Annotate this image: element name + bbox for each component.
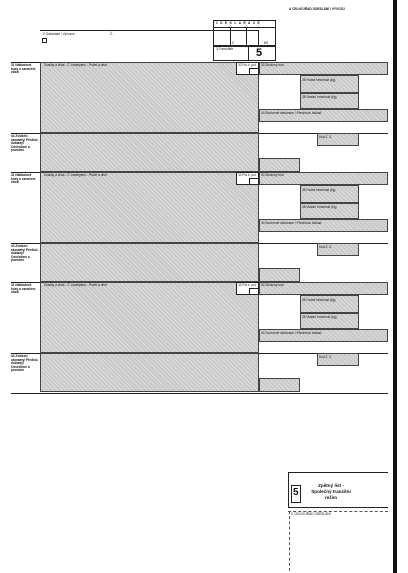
marks-area[interactable] [40,172,259,243]
office-label: A CELNÍ ÚŘAD ODESLÁNÍ / VÝVOZU [289,7,345,11]
net-mass-label: 38 Vlastní hmotnost (kg) [302,315,337,319]
declaration-title: 1 D E K L A R A C E [216,21,261,25]
marks-label: Značky a čísla - Č. kontejneru - Počet a druh [44,63,108,67]
marks-area[interactable] [40,62,259,133]
declaration-sub-bs: BS [264,41,269,45]
item-number-label: 32 Pol.č. pol. [238,173,257,177]
marks-area[interactable] [40,282,259,353]
packages-label: 31 Nákladové kusy a označení zboží [11,173,36,185]
net-mass-label: 38 Vlastní hmotnost (kg) [302,205,337,209]
right-edge-bar [393,0,397,573]
copy-number: 5 [256,47,263,59]
previous-document-label: 40 Souhrnné deklarace / Předchozí doklad [261,221,322,225]
declaration-sub-c: C [232,41,235,45]
gross-mass-label: 35 Hrubá hmotnost (kg) [302,298,336,302]
special-mentions-area[interactable] [40,353,259,392]
item-number-cell[interactable] [249,178,259,185]
packages-label: 31 Nákladové kusy a označení zboží [11,63,36,75]
marks-label: Značky a čísla - Č. kontejneru - Počet a druh [44,173,108,177]
footer-dash-divider [289,511,290,571]
special-mentions-area[interactable] [40,243,259,282]
item-number-label: 32 Pol.č. pol. [238,63,257,67]
form-bottom-rule [11,393,388,394]
commodity-code-label: 33 Zbožový kód [261,283,284,287]
special-mentions-area[interactable] [40,133,259,172]
consignor-number-label: Č. [110,32,114,36]
special-code-label: Kód Z. Z. [319,355,333,359]
consignor-label: 2 Odesílatel / Vývozce [43,32,75,36]
packages-label: 31 Nákladové kusy a označení zboží [11,283,36,295]
commodity-code-label: 33 Zbožový kód [261,63,284,67]
consignor-checkbox[interactable] [42,38,47,43]
forms-label: 3 Formuláře [216,47,234,51]
special-extra-box[interactable] [259,158,300,172]
special-extra-box[interactable] [259,378,300,392]
item-number-cell[interactable] [249,68,259,75]
special-mentions-label: 44 Zvláštní záznamy/ Předlož. doklady/ Osvědčení a povolení [11,244,39,263]
special-code-label: Kód Z. Z. [319,135,333,139]
net-mass-label: 38 Vlastní hmotnost (kg) [302,95,337,99]
previous-document-label: 40 Souhrnné deklarace / Předchozí doklad [261,331,322,335]
special-mentions-label: 44 Zvláštní záznamy/ Předlož. doklady/ Osvědčení a povolení [11,354,39,373]
dept-office-label: C CELNÍ ÚŘAD ODESLÁNÍ [291,512,331,516]
special-mentions-label: 44 Zvláštní záznamy/ Předlož. doklady/ Osvědčení a povolení [11,134,39,153]
item-number-cell[interactable] [249,288,259,295]
commodity-code-label: 33 Zbožový kód [261,173,284,177]
special-extra-box[interactable] [259,268,300,282]
gross-mass-label: 35 Hrubá hmotnost (kg) [302,78,336,82]
return-sheet-title: Zpětný list - Společný tranzitní režim [311,483,351,500]
footer-copy-number: 5 [293,487,299,498]
previous-document-label: 40 Souhrnné deklarace / Předchozí doklad [261,111,322,115]
item-number-label: 32 Pol.č. pol. [238,283,257,287]
marks-label: Značky a čísla - Č. kontejneru - Počet a druh [44,283,108,287]
special-code-label: Kód Z. Z. [319,245,333,249]
gross-mass-label: 35 Hrubá hmotnost (kg) [302,188,336,192]
